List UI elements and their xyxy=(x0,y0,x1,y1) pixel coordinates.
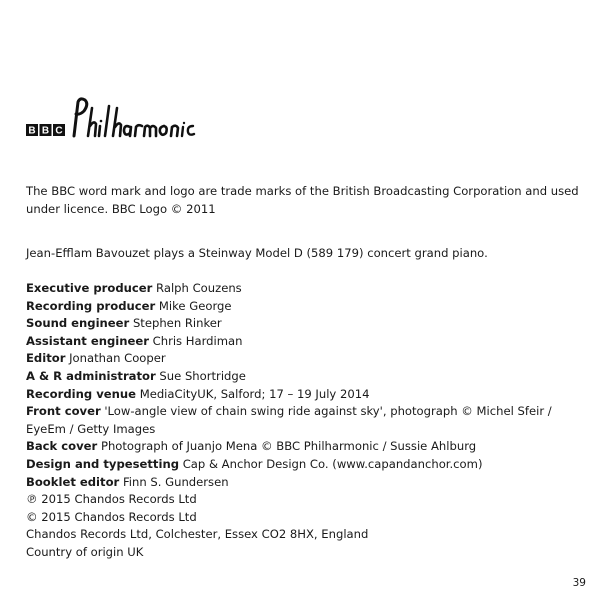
credit-role: Back cover xyxy=(26,439,98,454)
credits-list xyxy=(26,280,582,562)
credit-row xyxy=(26,438,582,456)
piano-note: Jean-Efflam Bavouzet plays a Steinway Model D (589 179) concert grand piano. xyxy=(26,246,488,260)
credit-row xyxy=(26,456,582,474)
copyright-line: ℗ 2015 Chandos Records Ltd xyxy=(26,492,197,507)
credit-role: Executive producer xyxy=(26,281,153,295)
bbc-blocks xyxy=(26,124,65,137)
copyright-line: Chandos Records Ltd, Colchester, Essex CO2 8HX, England xyxy=(26,527,369,542)
page-number: 39 xyxy=(572,577,586,589)
philharmonic-wordmark xyxy=(74,99,194,136)
bbc-letter-3: C xyxy=(55,125,63,137)
credit-role: A & R administrator xyxy=(26,368,156,383)
credit-row xyxy=(26,403,582,438)
credit-role: Recording producer xyxy=(26,298,156,313)
credit-value: Cap & Anchor Design Co. (www.capandanchor.com) xyxy=(182,456,483,471)
credit-role: Booklet editor xyxy=(26,474,120,489)
credit-value: Stephen Rinker xyxy=(132,316,222,331)
credit-row xyxy=(26,350,582,368)
bbc-letter-1: B xyxy=(28,125,36,137)
copyright-line: © 2015 Chandos Records Ltd xyxy=(26,509,197,524)
bbc-philharmonic-logo xyxy=(26,96,216,146)
copyright-line: Country of origin UK xyxy=(26,544,144,559)
credit-row xyxy=(26,298,582,316)
credit-value: Jonathan Cooper xyxy=(69,351,166,366)
credit-role: Assistant engineer xyxy=(26,333,149,348)
credit-role: Sound engineer xyxy=(26,316,130,331)
bbc-philharmonic-logo-graphic xyxy=(26,96,216,146)
bbc-letter-2: B xyxy=(41,125,50,137)
credit-value: Chris Hardiman xyxy=(152,333,243,348)
credit-role: Design and typesetting xyxy=(26,456,180,471)
credit-value: Ralph Couzens xyxy=(156,281,242,295)
credit-row xyxy=(26,474,582,492)
credit-row xyxy=(26,368,582,386)
credit-value: Photograph of Juanjo Mena © BBC Philharmonic / Sussie Ahlburg xyxy=(100,439,477,454)
credit-role: Recording venue xyxy=(26,386,136,401)
credit-row xyxy=(26,315,582,333)
trademark-notice: The BBC word mark and logo are trade marks of the British Broadcasting Corporation and used under licence. BBC Logo © 2011 xyxy=(26,184,579,216)
credit-role: Editor xyxy=(26,351,66,366)
credit-value: Mike George xyxy=(158,298,232,313)
credit-value: Sue Shortridge xyxy=(159,368,246,383)
credit-row xyxy=(26,333,582,351)
credit-row xyxy=(26,386,582,404)
credit-value: 'Low-angle view of chain swing ride against sky', photograph © Michel Sfeir / EyeEm / Getty Images xyxy=(26,404,552,436)
credit-value: Finn S. Gundersen xyxy=(122,474,229,489)
credit-row xyxy=(26,280,582,298)
credit-value: MediaCityUK, Salford; 17 – 19 July 2014 xyxy=(139,386,370,401)
credit-role: Front cover xyxy=(26,404,101,419)
